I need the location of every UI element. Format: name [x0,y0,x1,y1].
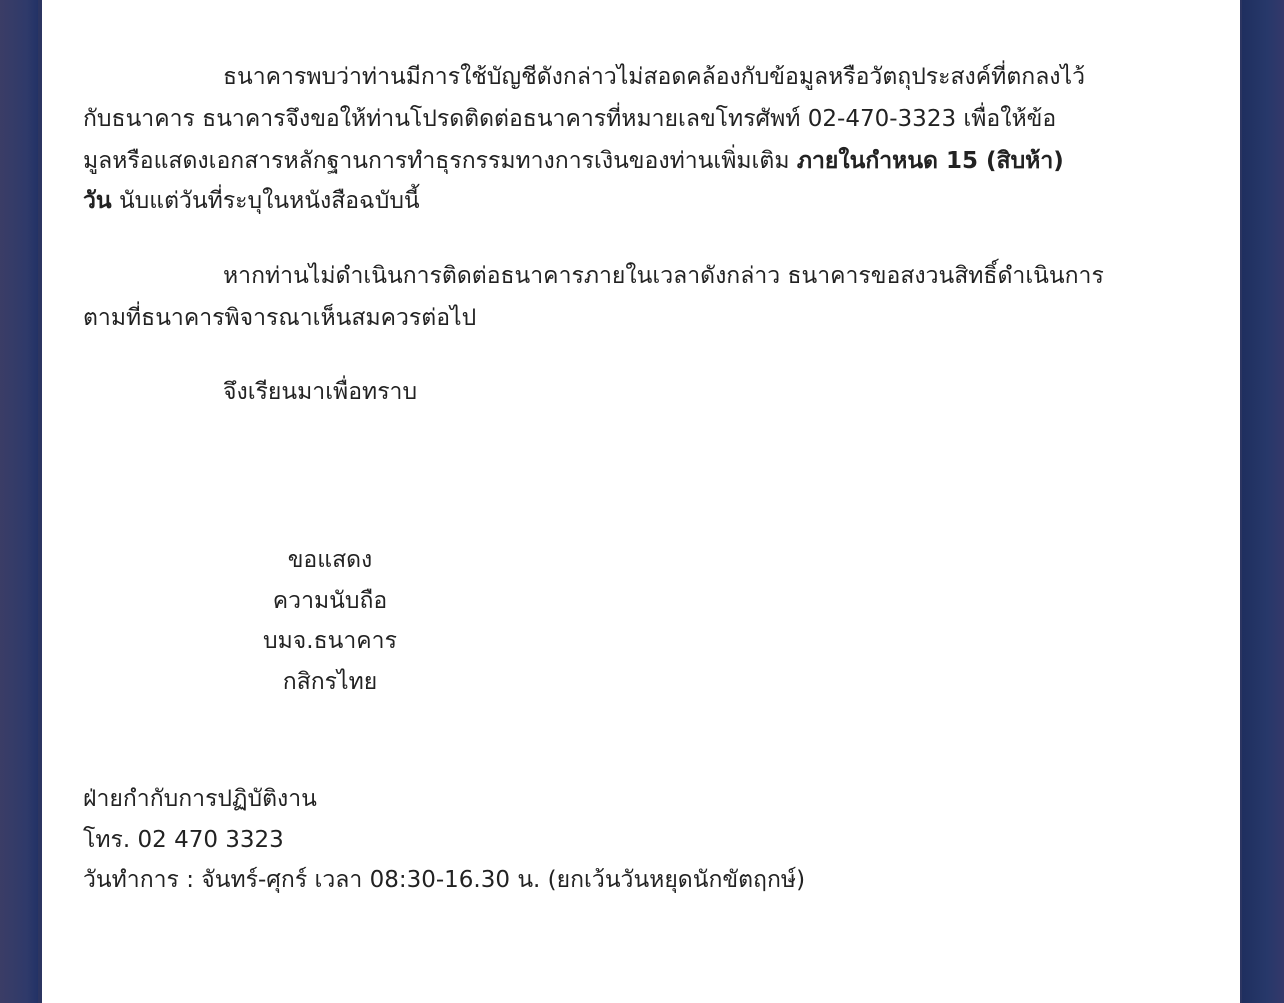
signature-line-3: บมจ.ธนาคาร [263,628,397,654]
closing-line: จึงเรียนมาเพื่อทราบ [223,379,418,405]
deadline-emphasis: ภายในกำหนด 15 (สิบห้า) [796,148,1064,174]
paragraph-notice-line-4 [83,190,420,213]
letter-page [42,0,1240,1003]
paragraph-notice-line-1: ธนาคารพบว่าท่านมีการใช้บัญชีดังกล่าวไม่สอดคล้องกับข้อมูลหรือวัตถุประสงค์ที่ตกลงไว้ [223,64,1085,90]
paragraph-notice-line-3 [83,150,1064,173]
contact-phone: โทร. 02 470 3323 [83,827,284,853]
department-name: ฝ่ายกำกับการปฏิบัติงาน [83,786,317,812]
paragraph-notice-line-4-text: นับแต่วันที่ระบุในหนังสือฉบับนี้ [111,188,420,214]
signature-line-2: ความนับถือ [272,588,388,614]
signature-line-4: กสิกรไทย [282,669,378,695]
paragraph-notice-line-2: กับธนาคาร ธนาคารจึงขอให้ท่านโปรดติดต่อธนาคารที่หมายเลขโทรศัพท์ 02-470-3323 เพื่อให้ข้อ [83,106,1057,132]
right-background-border [1242,0,1284,1003]
paragraph-notice-line-3-text: มูลหรือแสดงเอกสารหลักฐานการทำธุรกรรมทางการเงินของท่านเพิ่มเติม [83,148,797,174]
left-background-border [0,0,38,1003]
paragraph-warning-line-2: ตามที่ธนาคารพิจารณาเห็นสมควรต่อไป [83,305,477,331]
deadline-emphasis-day: วัน [83,188,112,214]
business-hours: วันทำการ : จันทร์-ศุกร์ เวลา 08:30-16.30 น. (ยกเว้นวันหยุดนักขัตฤกษ์) [83,867,806,893]
paragraph-warning-line-1: หากท่านไม่ดำเนินการติดต่อธนาคารภายในเวลาดังกล่าว ธนาคารขอสงวนสิทธิ์ดำเนินการ [223,263,1104,289]
signature-line-1: ขอแสดง [287,547,373,573]
